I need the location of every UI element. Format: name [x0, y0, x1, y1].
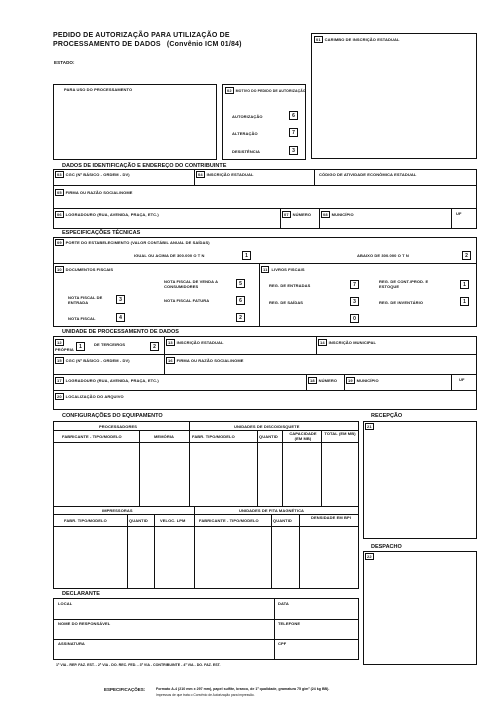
cgc-label: [55, 171, 130, 178]
declarante-section: [53, 598, 359, 660]
form-title-main: PROCESSAMENTO DE DADOS: [53, 41, 161, 48]
field-number: 02: [227, 88, 232, 93]
uso-processamento-box[interactable]: [53, 84, 217, 160]
unidade-processamento-heading: UNIDADE DE PROCESSAMENTO DE DADOS: [62, 329, 179, 335]
dados-identificacao-heading: DADOS DE IDENTIFICAÇÃO E ENDEREÇO DO CONTRIBUINTE: [62, 163, 227, 169]
impressoras-heading: IMPRESSORAS: [102, 508, 133, 513]
field-number: 10: [57, 267, 62, 272]
documentos-fiscais-label-text: DOCUMENTOS FISCAIS: [65, 267, 114, 272]
nota-venda-checkbox[interactable]: 5: [236, 279, 245, 288]
porte-label: [55, 239, 210, 246]
codigo-atividade-label: CÓDIGO DE ATIVIDADE ECONÔMICA ESTADUAL: [319, 172, 417, 177]
despacho-heading: DESPACHO: [371, 544, 402, 550]
alteracao-checkbox[interactable]: 7: [289, 128, 298, 137]
livros-fiscais-label: [261, 266, 305, 273]
alteracao-label: ALTERAÇÃO: [232, 131, 258, 136]
propria-checkbox[interactable]: 1: [76, 342, 85, 351]
quantid3-label: QUANTID: [273, 518, 292, 523]
reg-inventario-label: REG. DE INVENTÁRIO: [379, 300, 424, 305]
recepcao-box[interactable]: [363, 421, 477, 539]
total-label: TOTAL (EM MB): [324, 431, 356, 436]
municipio2-label: [346, 377, 379, 384]
recepcao-number: [365, 423, 376, 430]
configuracoes-heading: CONFIGURAÇÕES DO EQUIPAMENTO: [62, 413, 163, 419]
reg-controle-checkbox[interactable]: 1: [460, 280, 469, 289]
localizacao-label-text: LOCALIZAÇÃO DO ARQUIVO: [65, 394, 124, 399]
abaixo-label: ABAIXO DE 300.000 O T N: [357, 253, 409, 258]
field-number: 13: [168, 340, 173, 345]
fab-tipo2-label: FABR. TIPO/MODELO: [192, 434, 235, 439]
field-number: 05: [57, 190, 62, 195]
reg-controle-label: REG. DE CONT./PROD. E ESTOQUE: [379, 279, 429, 289]
despacho-number: [365, 553, 376, 560]
field-number: 14: [320, 340, 325, 345]
igual-acima-checkbox[interactable]: 1: [242, 251, 251, 260]
uso-processamento-label: PARA USO DO PROCESSAMENTO: [64, 87, 133, 92]
assinatura-label: ASSINATURA: [58, 641, 85, 646]
municipio2-label-text: MUNICÍPIO: [356, 378, 379, 383]
numero2-label: [308, 377, 337, 384]
field-number: 11: [263, 267, 268, 272]
nota-venda-label: NOTA FISCAL DE VENDA A CONSUMIDORES: [164, 279, 218, 289]
field-number: 08: [323, 212, 328, 217]
field-number: 01: [316, 37, 321, 42]
carimbo-label-text: CARIMBO DE INSCRIÇÃO ESTADUAL: [324, 37, 400, 42]
field-number: 06: [57, 212, 62, 217]
carimbo-box[interactable]: [311, 33, 477, 159]
fabricante-tipo-label: FABRICANTE - TIPO/MODELO: [62, 434, 122, 439]
desistencia-checkbox[interactable]: 3: [289, 146, 298, 155]
vias-footer: 1ª VIA - REP. FAZ. EST. - 2ª VIA - DO. REC. FED. - 3ª VIA - CONTRIBUINTE - 4ª VIA - DO. FAZ. EST.: [56, 663, 221, 667]
especificacoes-line2: Impressos de que trata o Convênio de Autorização para impressão.: [156, 693, 255, 697]
quantid-label: QUANTID: [259, 434, 278, 439]
numero-label: [282, 211, 311, 218]
motivo-label-text: MOTIVO DO PEDIDO DE AUTORIZAÇÃO: [235, 89, 306, 93]
insc-estadual2-label-text: INSCRIÇÃO ESTADUAL: [176, 340, 224, 345]
memoria-label: MEMÓRIA: [154, 434, 175, 439]
porte-label-text: PORTE DO ESTABELECIMENTO (VALOR CONTÁBIL ANUAL DE SAÍDAS): [65, 240, 210, 245]
insc-municipal-label-text: INSCRIÇÃO MUNICIPAL: [328, 340, 377, 345]
veloc-label: VELOC. LPM: [160, 518, 186, 523]
field-number: 16: [168, 358, 173, 363]
especificacoes-label: ESPECIFICAÇÕES:: [104, 687, 146, 692]
quantid2-label: QUANTID: [129, 518, 148, 523]
unidades-fita-heading: UNIDADES DE FITA MAGNÉTICA: [239, 508, 305, 513]
firma-label: [55, 189, 133, 196]
especificacoes-line1: Formato A-4 (210 mm x 297 mm), papel sulfite, branco, de 1ª qualidade, gramatura 75 g/m² (24 kg BB).: [156, 687, 330, 691]
field-number: 21: [367, 424, 372, 429]
firma2-label-text: FIRMA OU RAZÃO SOCIAL/NOME: [176, 358, 244, 363]
reg-saidas-label: REG. DE SAÍDAS: [269, 300, 304, 305]
cpf-label: CPF: [278, 641, 287, 646]
desistencia-label: DESISTÊNCIA: [232, 149, 260, 154]
municipio-label-text: MUNICÍPIO: [331, 212, 354, 217]
nota-fatura-label: NOTA FISCAL FATURA: [164, 298, 210, 303]
reg-saidas-checkbox[interactable]: 3: [350, 297, 359, 306]
terceiros-checkbox[interactable]: 2: [150, 342, 159, 351]
municipio-label: [321, 211, 354, 218]
field-number: 12: [57, 340, 62, 345]
nota-fiscal-label: NOTA FISCAL: [68, 316, 96, 321]
especificacoes-tecnicas-heading: ESPECIFICAÇÕES TÉCNICAS: [62, 230, 141, 236]
terceiros-label: DE TERCEIROS: [94, 342, 126, 347]
despacho-box[interactable]: [363, 551, 477, 665]
declarante-heading: DECLARANTE: [62, 591, 100, 597]
insc-estadual-label: [196, 171, 254, 178]
autorizacao-checkbox[interactable]: 6: [289, 111, 298, 120]
logradouro-label-text: LOGRADOURO (RUA, AVENIDA, PRAÇA, ETC.): [65, 212, 159, 217]
dados-identificacao-section: [53, 169, 477, 229]
cgc2-label-text: CGC (Nº BÁSICO - ORDEM - DV): [65, 358, 130, 363]
field-number: 20: [57, 394, 62, 399]
uf2-label: UF: [459, 377, 465, 382]
field-number: 09: [57, 240, 62, 245]
reg-entradas-checkbox[interactable]: 7: [350, 280, 359, 289]
insc-municipal-label: [318, 339, 376, 346]
form-title-line1: PEDIDO DE AUTORIZAÇÃO PARA UTILIZAÇÃO DE: [53, 32, 230, 39]
form-title-convenio: (Convênio ICM 01/84): [166, 41, 242, 48]
documentos-fiscais-label: [55, 266, 113, 273]
uf-label: UF: [456, 211, 462, 216]
field-number: 03: [57, 172, 62, 177]
livros-extra-checkbox[interactable]: 0: [350, 314, 359, 323]
reg-inventario-checkbox[interactable]: 1: [460, 297, 469, 306]
insc-estadual-label-text: INSCRIÇÃO ESTADUAL: [206, 172, 254, 177]
firma2-label: [166, 357, 244, 364]
livros-fiscais-label-text: LIVROS FISCAIS: [271, 267, 305, 272]
motivo-box: [222, 84, 306, 160]
field-number: 07: [284, 212, 289, 217]
field-number: 17: [57, 378, 62, 383]
unidade-processamento-section: [53, 336, 477, 410]
unidades-disco-heading: UNIDADES DE DISCO/DISQUETE: [234, 424, 300, 429]
logradouro2-label: [55, 377, 159, 384]
field-number: 15: [57, 358, 62, 363]
data-label: DATA: [278, 601, 289, 606]
autorizacao-label: AUTORIZAÇÃO: [232, 114, 263, 119]
insc-estadual2-label: [166, 339, 224, 346]
logradouro2-label-text: LOGRADOURO (RUA, AVENIDA, PRAÇA, ETC.): [65, 378, 159, 383]
reg-entradas-label: REG. DE ENTRADAS: [269, 283, 311, 288]
equipamento-table: [53, 421, 359, 589]
cgc-label-text: CGC (Nº BÁSICO - ORDEM - DV): [65, 172, 130, 177]
field-number: 04: [198, 172, 203, 177]
nota-fatura-checkbox[interactable]: 6: [236, 296, 245, 305]
nota-entrada-checkbox[interactable]: 3: [116, 295, 125, 304]
nota-fiscal-checkbox[interactable]: 4: [116, 313, 125, 322]
especificacoes-section: [53, 237, 477, 327]
fabricante-tipo2-label: FABRICANTE - TIPO/MODELO: [199, 518, 259, 523]
nome-responsavel-label: NOME DO RESPONSÁVEL: [58, 621, 111, 626]
field-number: 18: [310, 378, 315, 383]
logradouro-label: [55, 211, 159, 218]
firma-label-text: FIRMA OU RAZÃO SOCIAL/NOME: [65, 190, 133, 195]
capacidade-label: CAPACIDADE (EM MB): [289, 431, 317, 441]
field-number: 19: [348, 378, 353, 383]
propria-label-text: PRÓPRIA: [55, 347, 74, 352]
processadores-heading: PROCESSADORES: [99, 424, 137, 429]
local-label: LOCAL: [58, 601, 73, 606]
propria-label: [55, 339, 66, 346]
abaixo-checkbox[interactable]: 2: [462, 251, 471, 260]
fabr-tipo3-label: FABR. TIPO/MODELO: [64, 518, 107, 523]
localizacao-label: [55, 393, 124, 400]
motivo-label: [225, 87, 306, 94]
igual-acima-label: IGUAL OU ACIMA DE 300.000 O T N: [134, 253, 205, 258]
estado-label: ESTADO:: [54, 60, 75, 65]
cgc2-label: [55, 357, 130, 364]
carimbo-label: [314, 36, 399, 43]
field-number: 22: [367, 554, 372, 559]
recepcao-heading: RECEPÇÃO: [371, 413, 403, 419]
nota-entrada-label: NOTA FISCAL DE ENTRADA: [68, 295, 103, 305]
form-title-line2: [53, 41, 242, 49]
numero-label-text: NÚMERO: [292, 212, 312, 217]
nota-extra-checkbox[interactable]: 2: [236, 313, 245, 322]
telefone-label: TELEFONE: [278, 621, 301, 626]
densidade-label: DENSIDADE EM BPI: [310, 515, 352, 520]
numero2-label-text: NÚMERO: [318, 378, 338, 383]
